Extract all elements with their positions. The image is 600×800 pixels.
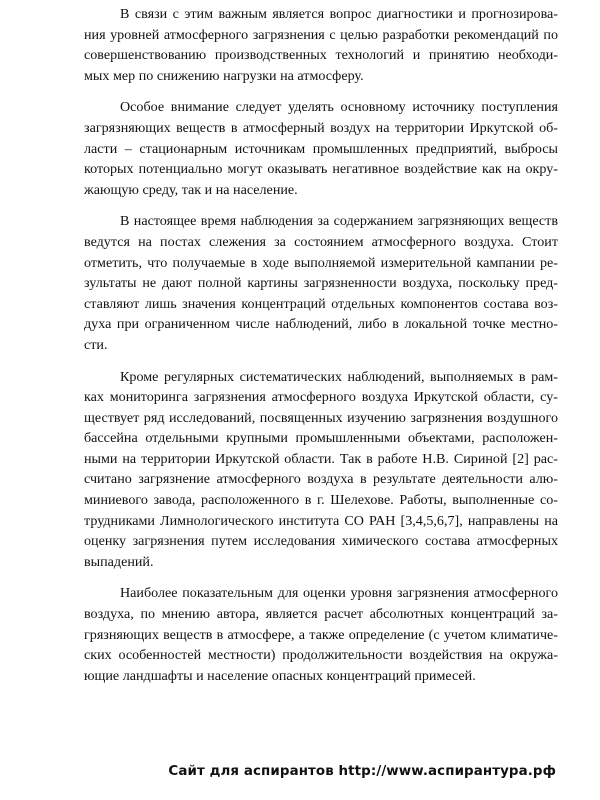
text-line: загрязняющих веществ в атмосферный воздух на территории Иркутской об- [84, 119, 558, 136]
text-line: ских особенностей местности) продолжительности воздействия на окружа- [84, 647, 558, 664]
text-line: трудниками Лимнологического института СО РАН [3,4,5,6,7], направлены на [84, 512, 558, 529]
text-line: ния уровней атмосферного загрязнения с целью разработки рекомендаций по [84, 26, 558, 43]
text-line: ставляют лишь значения концентраций отдельных компонентов состава воз- [84, 295, 558, 312]
text-line: ществует ряд исследований, посвященных изучению загрязнения воздушного [84, 409, 558, 426]
text-line: ными на территории Иркутской области. Так в работе Н.В. Сириной [2] рас- [84, 450, 558, 467]
text-line: ведутся на постах слежения за состоянием атмосферного воздуха. Стоит [84, 233, 558, 250]
text-line: ках мониторинга загрязнения атмосферного воздуха Иркутской области, су- [84, 389, 558, 406]
paragraph [84, 583, 558, 686]
site-footer-watermark: Сайт для аспирантов http://www.аспирантура.рф [168, 764, 556, 779]
text-line: оценку загрязнения путем исследования химического состава атмосферных [84, 533, 558, 550]
paragraph [84, 211, 558, 355]
text-line: В связи с этим важным является вопрос диагностики и прогнозирова- [120, 6, 558, 22]
text-line: В настоящее время наблюдения за содержанием загрязняющих веществ [120, 213, 558, 230]
paragraph [84, 4, 558, 86]
document-body [84, 4, 558, 697]
paragraph [84, 367, 558, 573]
text-line: зультаты не дают полной картины загрязненности воздуха, поскольку пред- [84, 275, 558, 292]
text-line: бассейна отдельными крупными промышленными объектами, расположен- [84, 430, 558, 447]
text-line: грязняющих веществ в атмосфере, а также определение (с учетом климатиче- [84, 626, 558, 643]
text-line: Кроме регулярных систематических наблюдений, выполняемых в рам- [120, 368, 558, 385]
text-line: совершенствованию производственных технологий и принятию необходи- [84, 47, 558, 64]
text-line: воздуха, по мнению автора, является расчет абсолютных концентраций за- [84, 606, 558, 623]
text-line: ласти – стационарным источникам промышленных предприятий, выбросы [84, 140, 558, 157]
text-line: ющие ландшафты и население опасных концентраций примесей. [84, 667, 476, 684]
text-line: миниевого завода, расположенного в г. Шелехове. Работы, выполненные со- [84, 492, 558, 509]
text-line: отметить, что получаемые в ходе выполняемой измерительной кампании ре- [84, 254, 558, 271]
text-line: выпадений. [84, 553, 154, 570]
text-line: Наиболее показательным для оценки уровня загрязнения атмосферного [120, 585, 558, 602]
text-line: которых потенциально могут оказывать негативное воздействие как на окру- [84, 161, 558, 178]
text-line: сти. [84, 336, 108, 353]
text-line: считано загрязнение атмосферного воздуха в результате деятельности алю- [84, 471, 558, 488]
text-line: жающую среду, так и на население. [84, 181, 298, 198]
text-line: духа при ограниченном числе наблюдений, либо в локальной точке местно- [84, 316, 558, 333]
paragraph [84, 97, 558, 200]
text-line: Особое внимание следует уделять основному источнику поступления [120, 99, 558, 116]
text-line: мых мер по снижению нагрузки на атмосферу. [84, 67, 364, 84]
